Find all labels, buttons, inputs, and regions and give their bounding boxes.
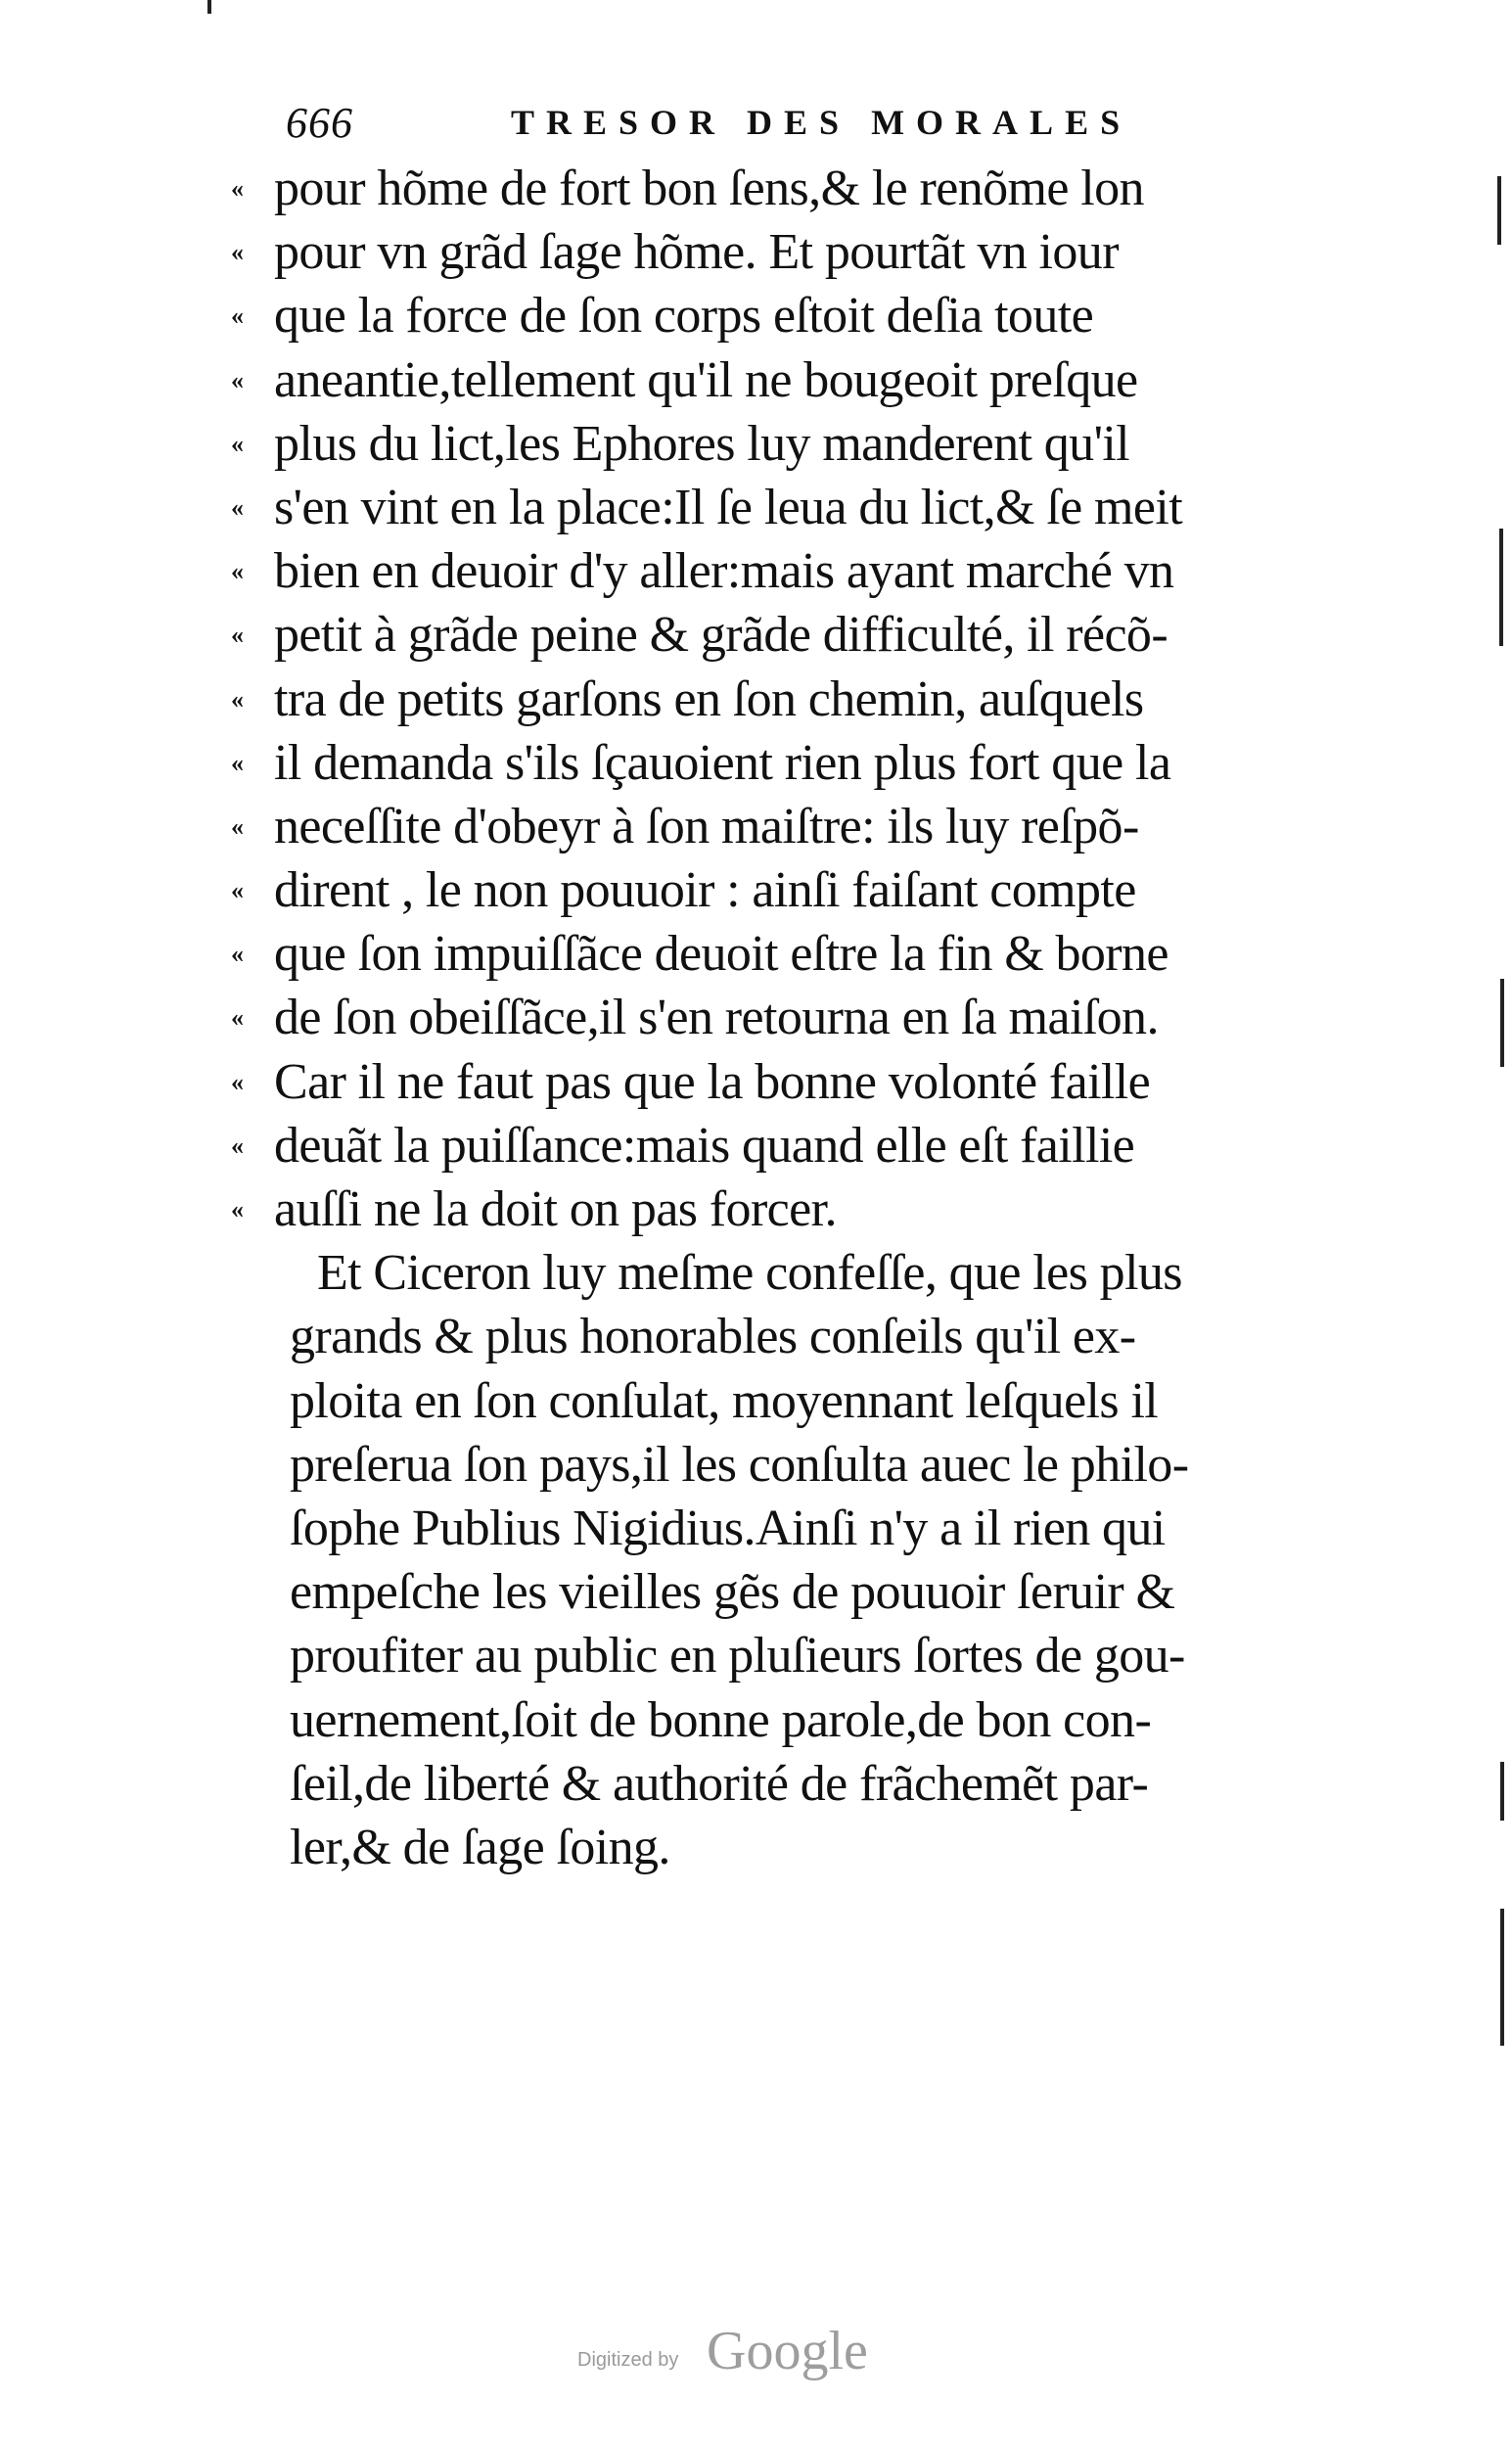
scan-mark <box>1500 979 1504 1067</box>
quotation-mark: « <box>231 811 241 841</box>
text-line <box>231 348 1370 412</box>
digitization-footer <box>577 2320 969 2388</box>
text-line <box>231 412 1370 476</box>
text-line: grands & plus honorables conſeils qu'il ex- <box>290 1309 1136 1365</box>
line-text: tra de petits garſons en ſon chemin, auſquels <box>274 670 1144 727</box>
text-line: ſeil,de liberté & authorité de frãchemẽt par- <box>290 1755 1149 1812</box>
line-text: dirent , le non pouuoir : ainſi faiſant compte <box>274 862 1136 919</box>
line-text: que ſon impuiſſãce deuoit eſtre la fin & borne <box>274 926 1168 983</box>
quotation-mark: « <box>231 1195 241 1224</box>
quotation-mark: « <box>231 1131 241 1160</box>
line-text: plus du lict,les Ephores luy manderent qu'il <box>274 415 1130 472</box>
text-line: ploita en ſon conſulat, moyennant leſquels il <box>290 1372 1159 1429</box>
line-text: pour hõme de fort bon ſens,& le renõme lon <box>274 161 1144 216</box>
text-line <box>231 731 1370 795</box>
line-text: de ſon obeiſſãce,il s'en retourna en ſa maiſon. <box>274 990 1159 1046</box>
text-line <box>231 539 1370 603</box>
quotation-mark: « <box>231 1003 241 1033</box>
line-text: neceſſite d'obeyr à ſon maiſtre: ils luy reſpõ- <box>274 798 1139 854</box>
quotation-mark: « <box>231 238 241 267</box>
scan-mark <box>1499 529 1503 646</box>
text-line <box>231 603 1370 667</box>
text-line <box>231 220 1370 284</box>
quotation-mark: « <box>231 940 241 969</box>
text-line: proufiter au public en pluſieurs ſortes de gou- <box>290 1628 1185 1685</box>
text-line <box>231 986 1370 1049</box>
quotation-mark: « <box>231 492 241 522</box>
quotation-mark: « <box>231 174 241 203</box>
line-text: que la force de ſon corps eſtoit deſia toute <box>274 288 1094 345</box>
text-line <box>231 157 1370 220</box>
quotation-mark: « <box>231 429 241 458</box>
line-text: deuãt la puiſſance:mais quand elle eſt faillie <box>274 1117 1135 1174</box>
quotation-mark: « <box>231 365 241 394</box>
quotation-mark: « <box>231 621 241 650</box>
quotation-mark: « <box>231 684 241 714</box>
line-text: s'en vint en la place:Il ſe leua du lict,& ſe meit <box>274 479 1183 535</box>
line-text: aneantie,tellement qu'il ne bougeoit preſque <box>274 351 1138 408</box>
line-text: auſſi ne la doit on pas forcer. <box>274 1181 837 1237</box>
scan-mark <box>1497 176 1501 245</box>
text-line <box>231 858 1370 922</box>
line-text: bien en deuoir d'y aller:mais ayant marché vn <box>274 543 1174 600</box>
digitized-by-label: Digitized by <box>577 2349 679 2371</box>
text-line <box>231 1114 1370 1177</box>
line-text: petit à grãde peine & grãde difficulté, il récõ- <box>274 607 1168 664</box>
running-head: TRESOR DES MORALES <box>511 103 1132 142</box>
text-line <box>231 795 1370 858</box>
text-line: Et Ciceron luy meſme confeſſe, que les plus <box>317 1245 1182 1302</box>
text-line <box>231 476 1370 539</box>
text-line <box>231 1177 1370 1241</box>
line-text: il demanda s'ils ſçauoient rien plus fort que la <box>274 734 1171 791</box>
google-logo: Google <box>707 2321 868 2381</box>
text-line <box>231 668 1370 731</box>
line-text: Car il ne faut pas que la bonne volonté faille <box>274 1053 1151 1110</box>
scan-mark <box>207 0 211 14</box>
text-line: preſerua ſon pays,il les conſulta auec le philo- <box>290 1436 1189 1493</box>
quoted-passage <box>231 157 1370 1241</box>
text-line: ſophe Publius Nigidius.Ainſi n'y a il rien qui <box>290 1500 1166 1556</box>
text-line <box>231 922 1370 986</box>
paragraph <box>235 1241 1370 1879</box>
text-line <box>231 284 1370 347</box>
text-line: uernement,ſoit de bonne parole,de bon con- <box>290 1691 1152 1748</box>
quotation-mark: « <box>231 1067 241 1096</box>
page-header <box>276 98 1352 157</box>
quotation-mark: « <box>231 748 241 777</box>
page-number: 666 <box>286 99 353 147</box>
text-line <box>231 1050 1370 1114</box>
scan-mark <box>1500 1909 1504 2046</box>
scan-mark <box>1500 1762 1504 1821</box>
quotation-mark: « <box>231 876 241 905</box>
text-line: empeſche les vieilles gẽs de pouuoir ſeruir & <box>290 1564 1175 1621</box>
body-text <box>231 157 1370 1879</box>
quotation-mark: « <box>231 301 241 331</box>
quotation-mark: « <box>231 557 241 586</box>
text-line: ler,& de ſage ſoing. <box>290 1819 670 1875</box>
line-text: pour vn grãd ſage hõme. Et pourtãt vn iour <box>274 224 1119 281</box>
